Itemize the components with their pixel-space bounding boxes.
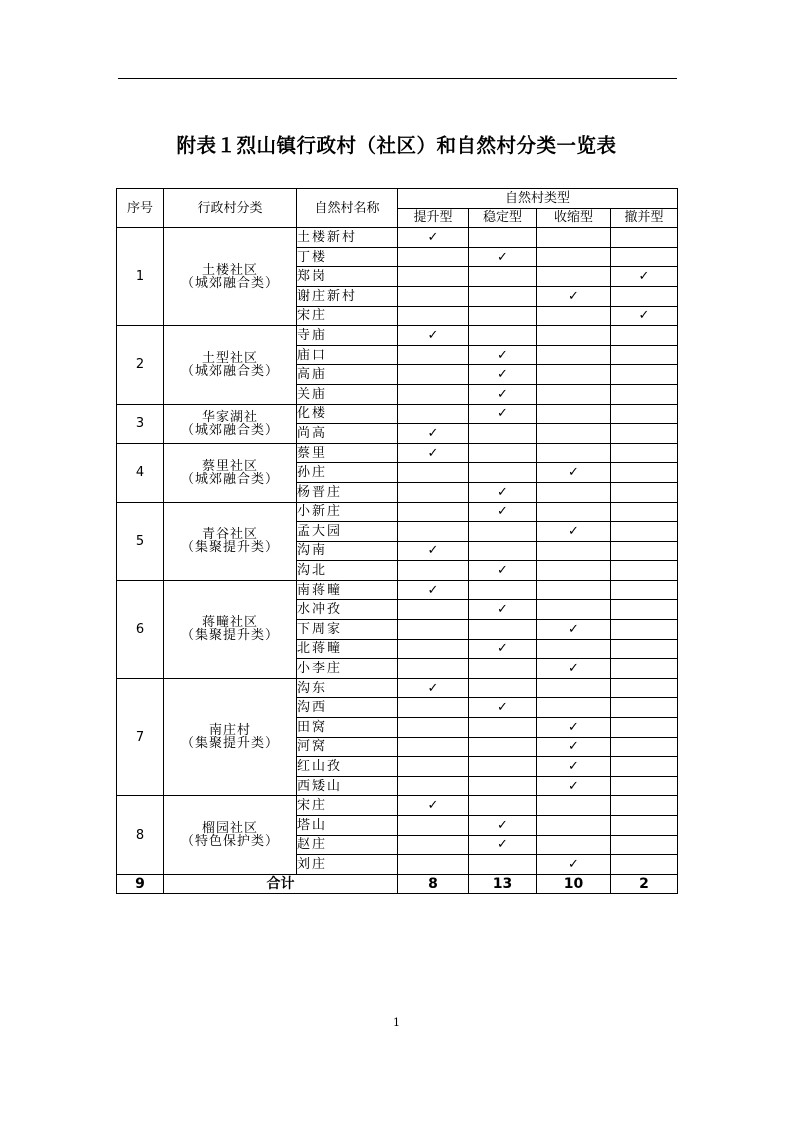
admin-category-header: 行政村分类 [164,189,297,228]
empty-type-cell [537,482,611,502]
empty-type-cell [611,345,678,365]
table-row [117,678,678,698]
empty-type-cell [398,855,469,875]
check-mark-icon: ✓ [537,522,611,542]
admin-village-name: 榴园社区 [201,821,258,837]
empty-type-cell [537,424,611,444]
check-mark-icon: ✓ [469,561,537,581]
admin-category-cell [164,580,297,678]
village-name: 丁楼 [297,247,398,267]
village-name: 蔡里 [297,443,398,463]
village-name: 宋庄 [297,306,398,326]
admin-village-category: （城郊融合类） [180,275,279,291]
check-mark-icon: ✓ [537,659,611,679]
empty-type-cell [469,580,537,600]
empty-type-cell [469,659,537,679]
village-name: 北蒋疃 [297,639,398,659]
admin-category-cell [164,678,297,796]
type-header-upgrade: 提升型 [398,208,469,228]
group-seq: 5 [117,502,164,580]
empty-type-cell [611,737,678,757]
empty-type-cell [537,267,611,287]
empty-type-cell [398,835,469,855]
empty-type-cell [469,855,537,875]
check-mark-icon: ✓ [537,620,611,640]
empty-type-cell [611,580,678,600]
empty-type-cell [537,247,611,267]
village-name: 河窝 [297,737,398,757]
empty-type-cell [537,639,611,659]
empty-type-cell [469,306,537,326]
admin-village-name: 青谷社区 [201,527,258,543]
empty-type-cell [537,816,611,836]
empty-type-cell [398,561,469,581]
empty-type-cell [469,678,537,698]
empty-type-cell [537,306,611,326]
check-mark-icon: ✓ [537,855,611,875]
empty-type-cell [611,522,678,542]
group-seq: 2 [117,326,164,404]
admin-village-name: 蔡里社区 [201,458,258,474]
empty-type-cell [611,678,678,698]
page-number: 1 [393,1016,400,1029]
check-mark-icon: ✓ [469,698,537,718]
empty-type-cell [611,757,678,777]
village-name: 高庙 [297,365,398,385]
admin-category-cell [164,443,297,502]
check-mark-icon: ✓ [469,835,537,855]
village-name: 沟南 [297,541,398,561]
empty-type-cell [469,522,537,542]
admin-village-category: （城郊融合类） [180,422,279,438]
village-name: 关庙 [297,384,398,404]
check-mark-icon: ✓ [469,247,537,267]
seq-header: 序号 [117,189,164,228]
empty-type-cell [469,796,537,816]
check-mark-icon: ✓ [611,306,678,326]
empty-type-cell [537,404,611,424]
check-mark-icon: ✓ [398,326,469,346]
table-row [117,580,678,600]
village-name: 沟北 [297,561,398,581]
empty-type-cell [611,228,678,248]
table-row [117,228,678,248]
check-mark-icon: ✓ [537,286,611,306]
empty-type-cell [537,796,611,816]
empty-type-cell [398,757,469,777]
village-name: 庙口 [297,345,398,365]
village-name: 沟西 [297,698,398,718]
type-header-shrink: 收缩型 [537,208,611,228]
admin-village-category: （特色保护类） [180,834,279,850]
table-row [117,443,678,463]
empty-type-cell [398,286,469,306]
group-seq: 6 [117,580,164,678]
village-name: 下周家 [297,620,398,640]
check-mark-icon: ✓ [398,443,469,463]
total-count: 13 [469,874,537,894]
empty-type-cell [611,541,678,561]
empty-type-cell [469,228,537,248]
empty-type-cell [537,326,611,346]
empty-type-cell [469,326,537,346]
empty-type-cell [469,737,537,757]
village-name: 小新庄 [297,502,398,522]
check-mark-icon: ✓ [469,816,537,836]
empty-type-cell [611,855,678,875]
header-rule [118,78,677,79]
admin-category-cell [164,228,297,326]
empty-type-cell [611,796,678,816]
empty-type-cell [537,541,611,561]
total-count: 8 [398,874,469,894]
check-mark-icon: ✓ [469,482,537,502]
village-name-header: 自然村名称 [297,189,398,228]
empty-type-cell [611,443,678,463]
empty-type-cell [537,502,611,522]
empty-type-cell [398,365,469,385]
total-label: 合计 [164,874,398,894]
empty-type-cell [611,620,678,640]
check-mark-icon: ✓ [611,267,678,287]
check-mark-icon: ✓ [398,541,469,561]
village-name: 谢庄新村 [297,286,398,306]
group-seq: 1 [117,228,164,326]
check-mark-icon: ✓ [469,345,537,365]
empty-type-cell [469,620,537,640]
village-name: 郑岗 [297,267,398,287]
empty-type-cell [611,326,678,346]
check-mark-icon: ✓ [469,639,537,659]
empty-type-cell [611,776,678,796]
table-row [117,502,678,522]
village-name: 小李庄 [297,659,398,679]
group-seq: 4 [117,443,164,502]
group-seq: 7 [117,678,164,796]
empty-type-cell [398,404,469,424]
admin-category-cell [164,326,297,404]
village-name: 刘庄 [297,855,398,875]
empty-type-cell [398,306,469,326]
village-name: 红山孜 [297,757,398,777]
group-seq: 3 [117,404,164,443]
empty-type-cell [398,522,469,542]
check-mark-icon: ✓ [469,384,537,404]
admin-village-name: 土楼社区 [201,262,258,278]
empty-type-cell [611,639,678,659]
check-mark-icon: ✓ [398,228,469,248]
document-title: 附表１烈山镇行政村（社区）和自然村分类一览表 [176,134,617,157]
check-mark-icon: ✓ [537,737,611,757]
table-body [117,228,678,894]
empty-type-cell [537,228,611,248]
empty-type-cell [611,463,678,483]
empty-type-cell [398,345,469,365]
empty-type-cell [611,718,678,738]
total-seq: 9 [117,874,164,894]
check-mark-icon: ✓ [537,463,611,483]
empty-type-cell [537,365,611,385]
check-mark-icon: ✓ [537,776,611,796]
type-header-stable: 稳定型 [469,208,537,228]
empty-type-cell [469,718,537,738]
table-row [117,796,678,816]
total-row [117,874,678,894]
village-name: 杨晋庄 [297,482,398,502]
village-name: 孟大园 [297,522,398,542]
empty-type-cell [398,267,469,287]
village-name: 南蒋疃 [297,580,398,600]
empty-type-cell [611,698,678,718]
empty-type-cell [611,247,678,267]
admin-village-name: 南庄村 [208,723,251,739]
empty-type-cell [398,620,469,640]
empty-type-cell [469,267,537,287]
empty-type-cell [611,600,678,620]
admin-village-name: 蒋疃社区 [201,615,258,631]
check-mark-icon: ✓ [398,580,469,600]
empty-type-cell [611,659,678,679]
village-name: 塔山 [297,816,398,836]
empty-type-cell [537,698,611,718]
village-name: 水冲孜 [297,600,398,620]
village-name: 西矮山 [297,776,398,796]
check-mark-icon: ✓ [398,678,469,698]
admin-village-name: 土型社区 [201,350,258,366]
village-name: 宋庄 [297,796,398,816]
empty-type-cell [537,835,611,855]
check-mark-icon: ✓ [469,600,537,620]
village-name: 土楼新村 [297,228,398,248]
check-mark-icon: ✓ [537,718,611,738]
empty-type-cell [611,384,678,404]
empty-type-cell [611,561,678,581]
empty-type-cell [469,443,537,463]
table-row [117,326,678,346]
village-name: 孙庄 [297,463,398,483]
empty-type-cell [537,384,611,404]
empty-type-cell [611,502,678,522]
empty-type-cell [398,776,469,796]
header-row [117,189,678,209]
empty-type-cell [469,286,537,306]
empty-type-cell [469,541,537,561]
check-mark-icon: ✓ [469,404,537,424]
empty-type-cell [537,678,611,698]
check-mark-icon: ✓ [398,424,469,444]
empty-type-cell [398,698,469,718]
empty-type-cell [398,247,469,267]
empty-type-cell [398,816,469,836]
empty-type-cell [537,345,611,365]
village-name: 田窝 [297,718,398,738]
empty-type-cell [398,737,469,757]
empty-type-cell [537,443,611,463]
village-name: 赵庄 [297,835,398,855]
empty-type-cell [611,424,678,444]
village-name: 寺庙 [297,326,398,346]
total-count: 2 [611,874,678,894]
empty-type-cell [398,482,469,502]
empty-type-cell [611,835,678,855]
empty-type-cell [611,816,678,836]
admin-village-category: （集聚提升类） [180,628,279,644]
empty-type-cell [469,776,537,796]
empty-type-cell [611,404,678,424]
empty-type-cell [611,365,678,385]
admin-category-cell [164,796,297,874]
empty-type-cell [398,600,469,620]
empty-type-cell [469,463,537,483]
empty-type-cell [537,600,611,620]
empty-type-cell [398,384,469,404]
empty-type-cell [469,757,537,777]
village-name: 沟东 [297,678,398,698]
village-name: 尚高 [297,424,398,444]
empty-type-cell [537,580,611,600]
group-seq: 8 [117,796,164,874]
empty-type-cell [611,286,678,306]
empty-type-cell [398,502,469,522]
empty-type-cell [611,482,678,502]
admin-village-category: （集聚提升类） [180,540,279,556]
village-classification-table [116,188,678,894]
type-header-merge: 撤并型 [611,208,678,228]
admin-village-name: 华家湖社 [201,409,258,425]
admin-village-category: （城郊融合类） [180,471,279,487]
admin-category-cell [164,502,297,580]
check-mark-icon: ✓ [537,757,611,777]
village-type-header: 自然村类型 [398,189,678,209]
empty-type-cell [398,718,469,738]
empty-type-cell [398,659,469,679]
admin-village-category: （城郊融合类） [180,363,279,379]
empty-type-cell [469,424,537,444]
total-count: 10 [537,874,611,894]
check-mark-icon: ✓ [398,796,469,816]
empty-type-cell [398,639,469,659]
check-mark-icon: ✓ [469,502,537,522]
empty-type-cell [537,561,611,581]
village-name: 化楼 [297,404,398,424]
admin-category-cell [164,404,297,443]
check-mark-icon: ✓ [469,365,537,385]
table-row [117,404,678,424]
admin-village-category: （集聚提升类） [180,736,279,752]
empty-type-cell [398,463,469,483]
